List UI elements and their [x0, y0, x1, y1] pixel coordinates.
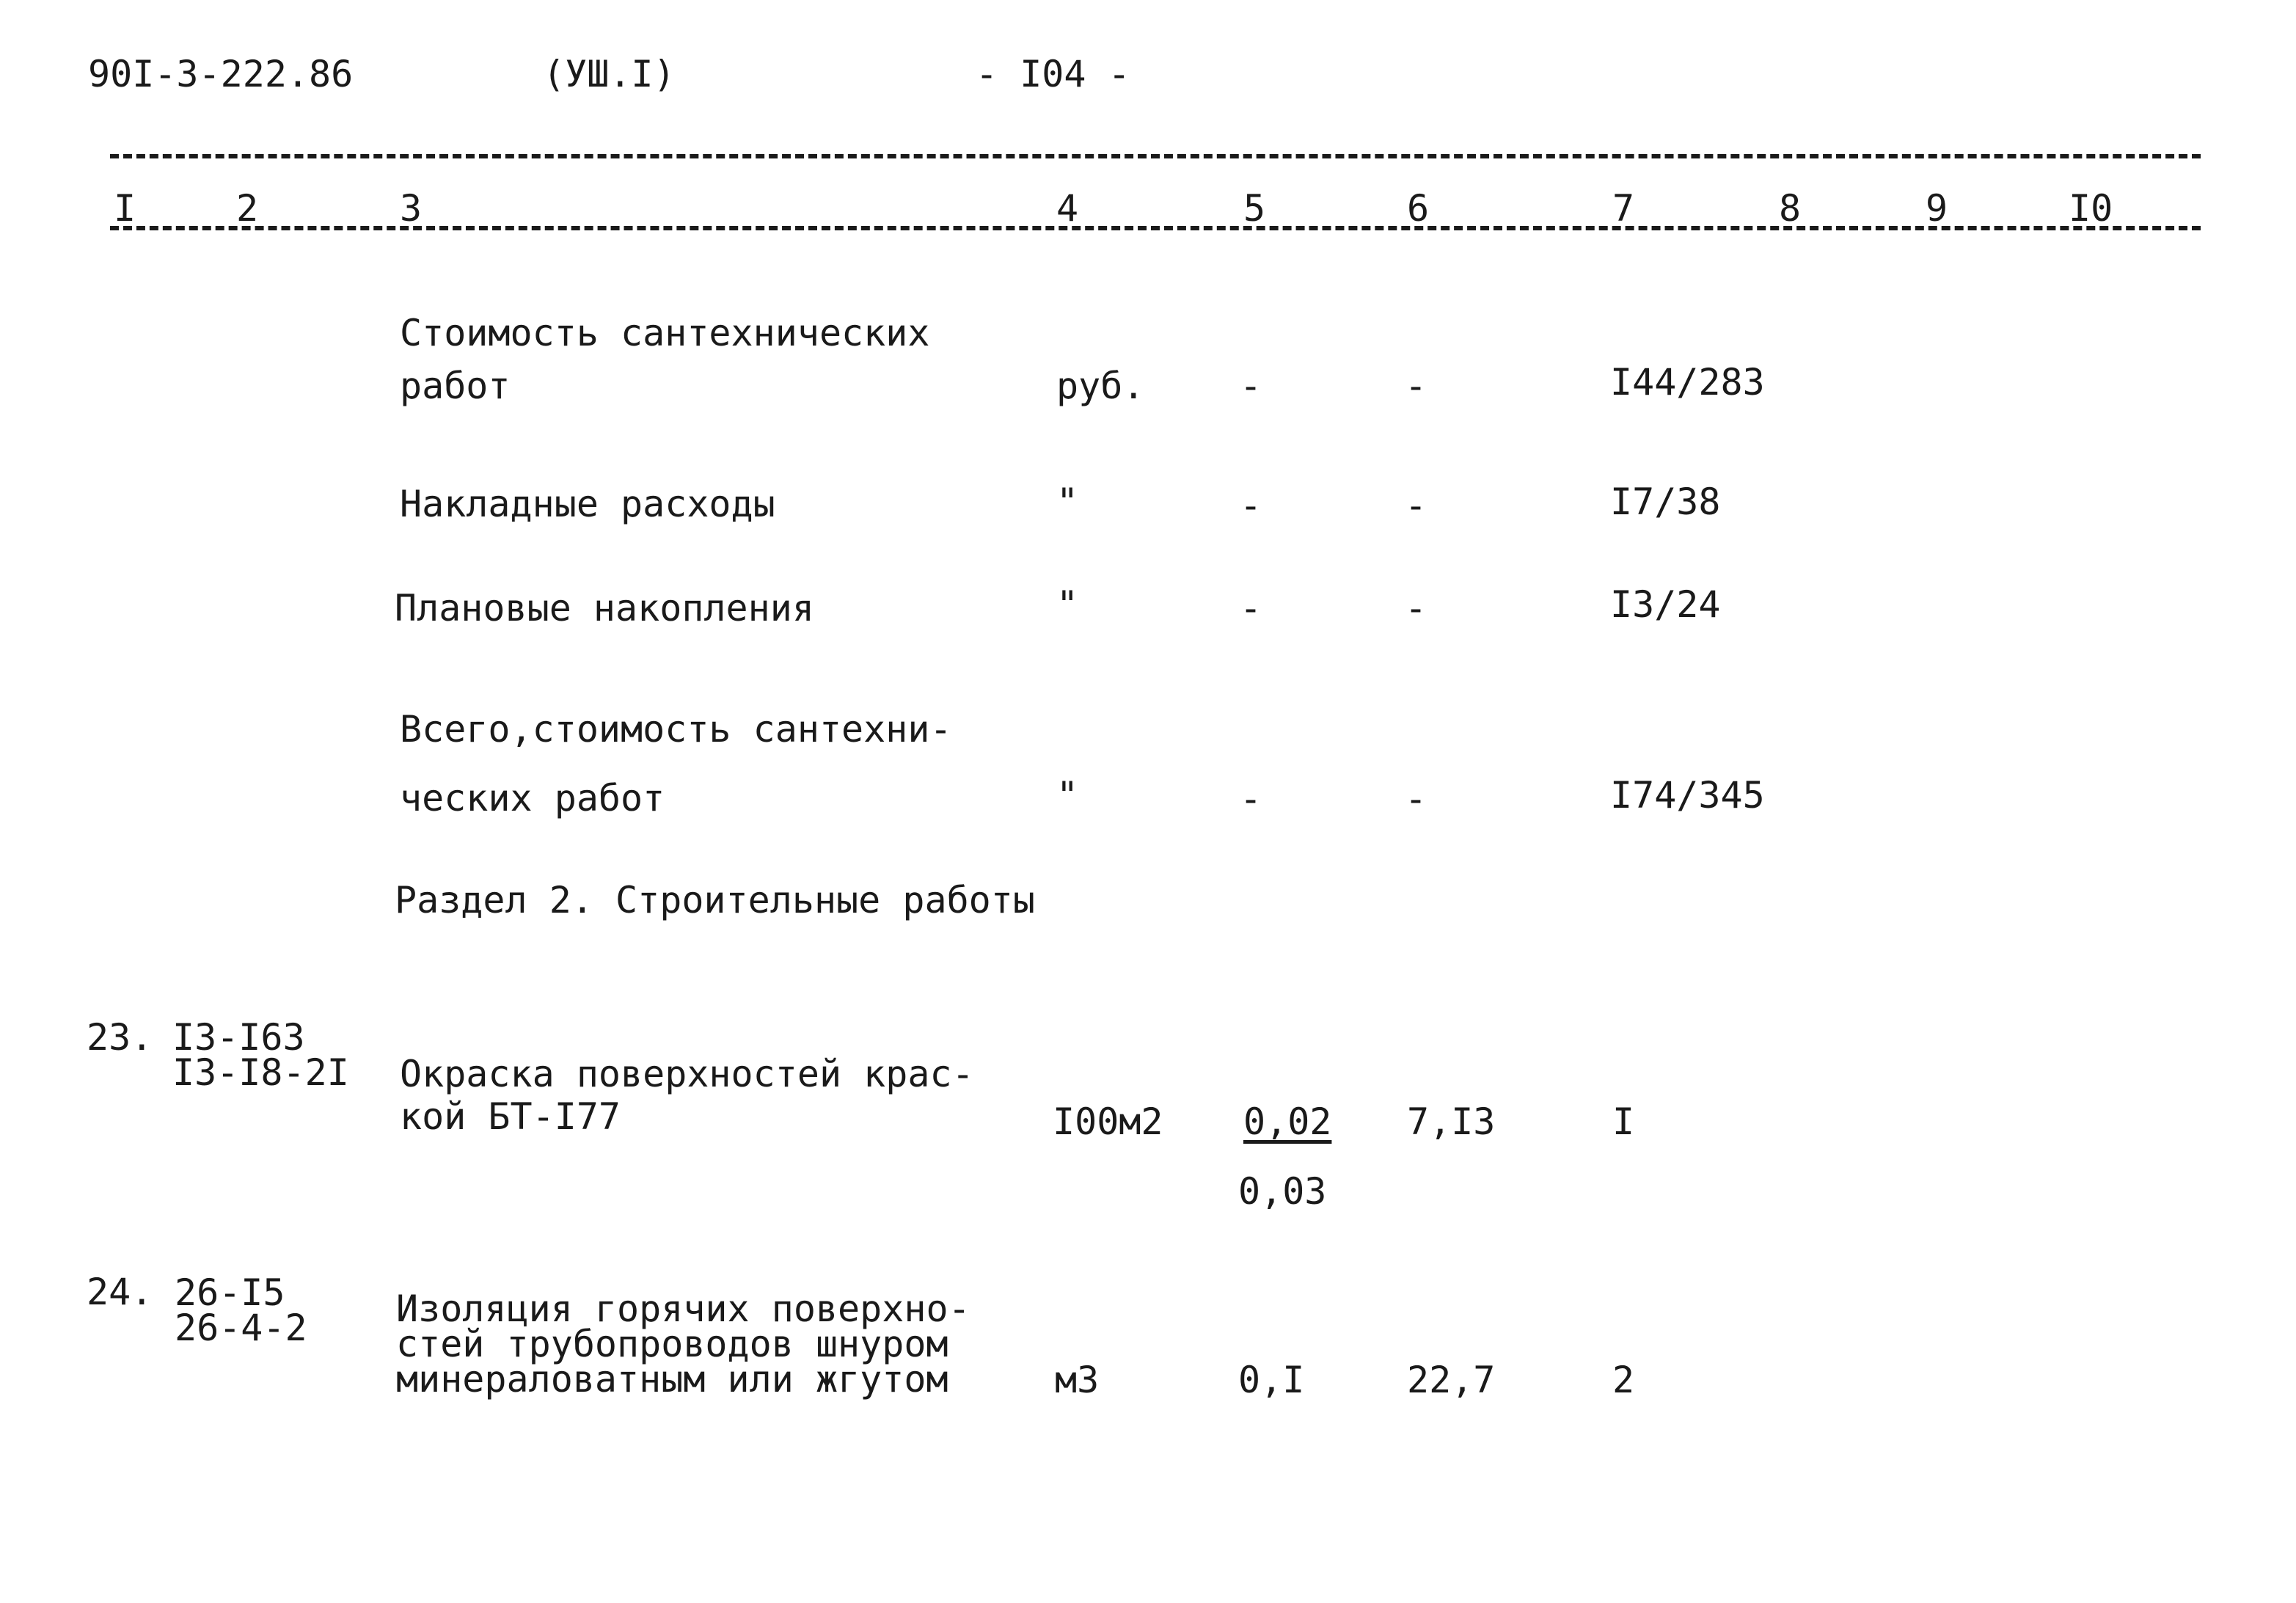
item-name-line: Изоляция горячих поверхно-: [396, 1288, 970, 1330]
row-col7: I74/345: [1610, 774, 1765, 817]
row-name-line: Накладные расходы: [400, 483, 775, 525]
table-row: [400, 312, 929, 407]
row-name-line: Всего,стоимость сантехни-: [400, 708, 952, 751]
item-col5: 0,I: [1238, 1359, 1305, 1401]
column-number-10: I0: [2069, 187, 2113, 230]
item-col7: 2: [1612, 1359, 1635, 1401]
row-col5: -: [1240, 365, 1262, 407]
row-col5: -: [1240, 778, 1262, 820]
row-unit: руб.: [1056, 365, 1145, 407]
row-col7: I7/38: [1610, 481, 1721, 523]
item-col6: 7,I3: [1407, 1100, 1496, 1143]
column-header-rule: [110, 226, 2201, 230]
row-name-line: ческих работ: [400, 777, 665, 819]
row-name-line: Плановые накопления: [395, 587, 814, 629]
column-number-9: 9: [1926, 187, 1948, 230]
row-unit: ": [1056, 481, 1079, 523]
row-col5: -: [1240, 587, 1262, 629]
column-number-3: 3: [400, 187, 423, 230]
item-col5-top: 0,02: [1243, 1100, 1332, 1143]
row-col5: -: [1240, 484, 1262, 527]
row-col6: -: [1405, 778, 1427, 820]
column-number-2: 2: [236, 187, 259, 230]
row-unit: ": [1056, 583, 1079, 626]
item-col5-bottom: 0,03: [1238, 1170, 1327, 1213]
table-top-rule: [110, 154, 2201, 158]
page-number: - I04 -: [976, 53, 1130, 95]
item-col6: 22,7: [1407, 1359, 1496, 1401]
item-number: 23.: [87, 1016, 153, 1059]
item-number: 24.: [87, 1271, 153, 1313]
item-code-primary: 26-I5: [175, 1271, 285, 1314]
item-col7: I: [1612, 1100, 1635, 1143]
row-col6: -: [1405, 587, 1427, 629]
item-codes: [175, 1271, 307, 1349]
item-unit: м3: [1055, 1359, 1100, 1401]
column-number-7: 7: [1612, 187, 1635, 230]
document-code: 90I-3-222.86: [88, 53, 354, 95]
item-name-line: кой БТ-I77: [400, 1095, 621, 1138]
row-unit: ": [1056, 774, 1079, 817]
list-item: [396, 1288, 970, 1401]
list-item: [400, 1053, 974, 1138]
item-code-secondary: 26-4-2: [175, 1307, 307, 1349]
item-code-primary: I3-I63: [172, 1016, 305, 1059]
column-number-5: 5: [1243, 187, 1266, 230]
item-name-line: Окраска поверхностей крас-: [400, 1053, 974, 1095]
row-col6: -: [1405, 484, 1427, 527]
item-unit: I00м2: [1053, 1100, 1163, 1143]
row-col6: -: [1405, 365, 1427, 407]
column-number-4: 4: [1056, 187, 1079, 230]
row-col7: I44/283: [1610, 361, 1765, 404]
item-code-secondary: I3-I8-2I: [172, 1051, 349, 1094]
item-name-line: минераловатным или жгутом: [396, 1358, 948, 1401]
column-number-1: I: [114, 187, 136, 230]
row-col7: I3/24: [1610, 583, 1721, 626]
item-name-line: стей трубопроводов шнуром: [396, 1323, 948, 1365]
column-number-6: 6: [1407, 187, 1430, 230]
table-row: [400, 708, 952, 819]
item-codes: [172, 1016, 349, 1094]
row-name-line: Стоимость сантехнических: [400, 312, 930, 354]
section-code: (УШ.I): [543, 53, 676, 95]
column-number-8: 8: [1779, 187, 1802, 230]
section-title: Раздел 2. Строительные работы: [395, 879, 1035, 921]
row-name-line: работ: [400, 365, 511, 407]
